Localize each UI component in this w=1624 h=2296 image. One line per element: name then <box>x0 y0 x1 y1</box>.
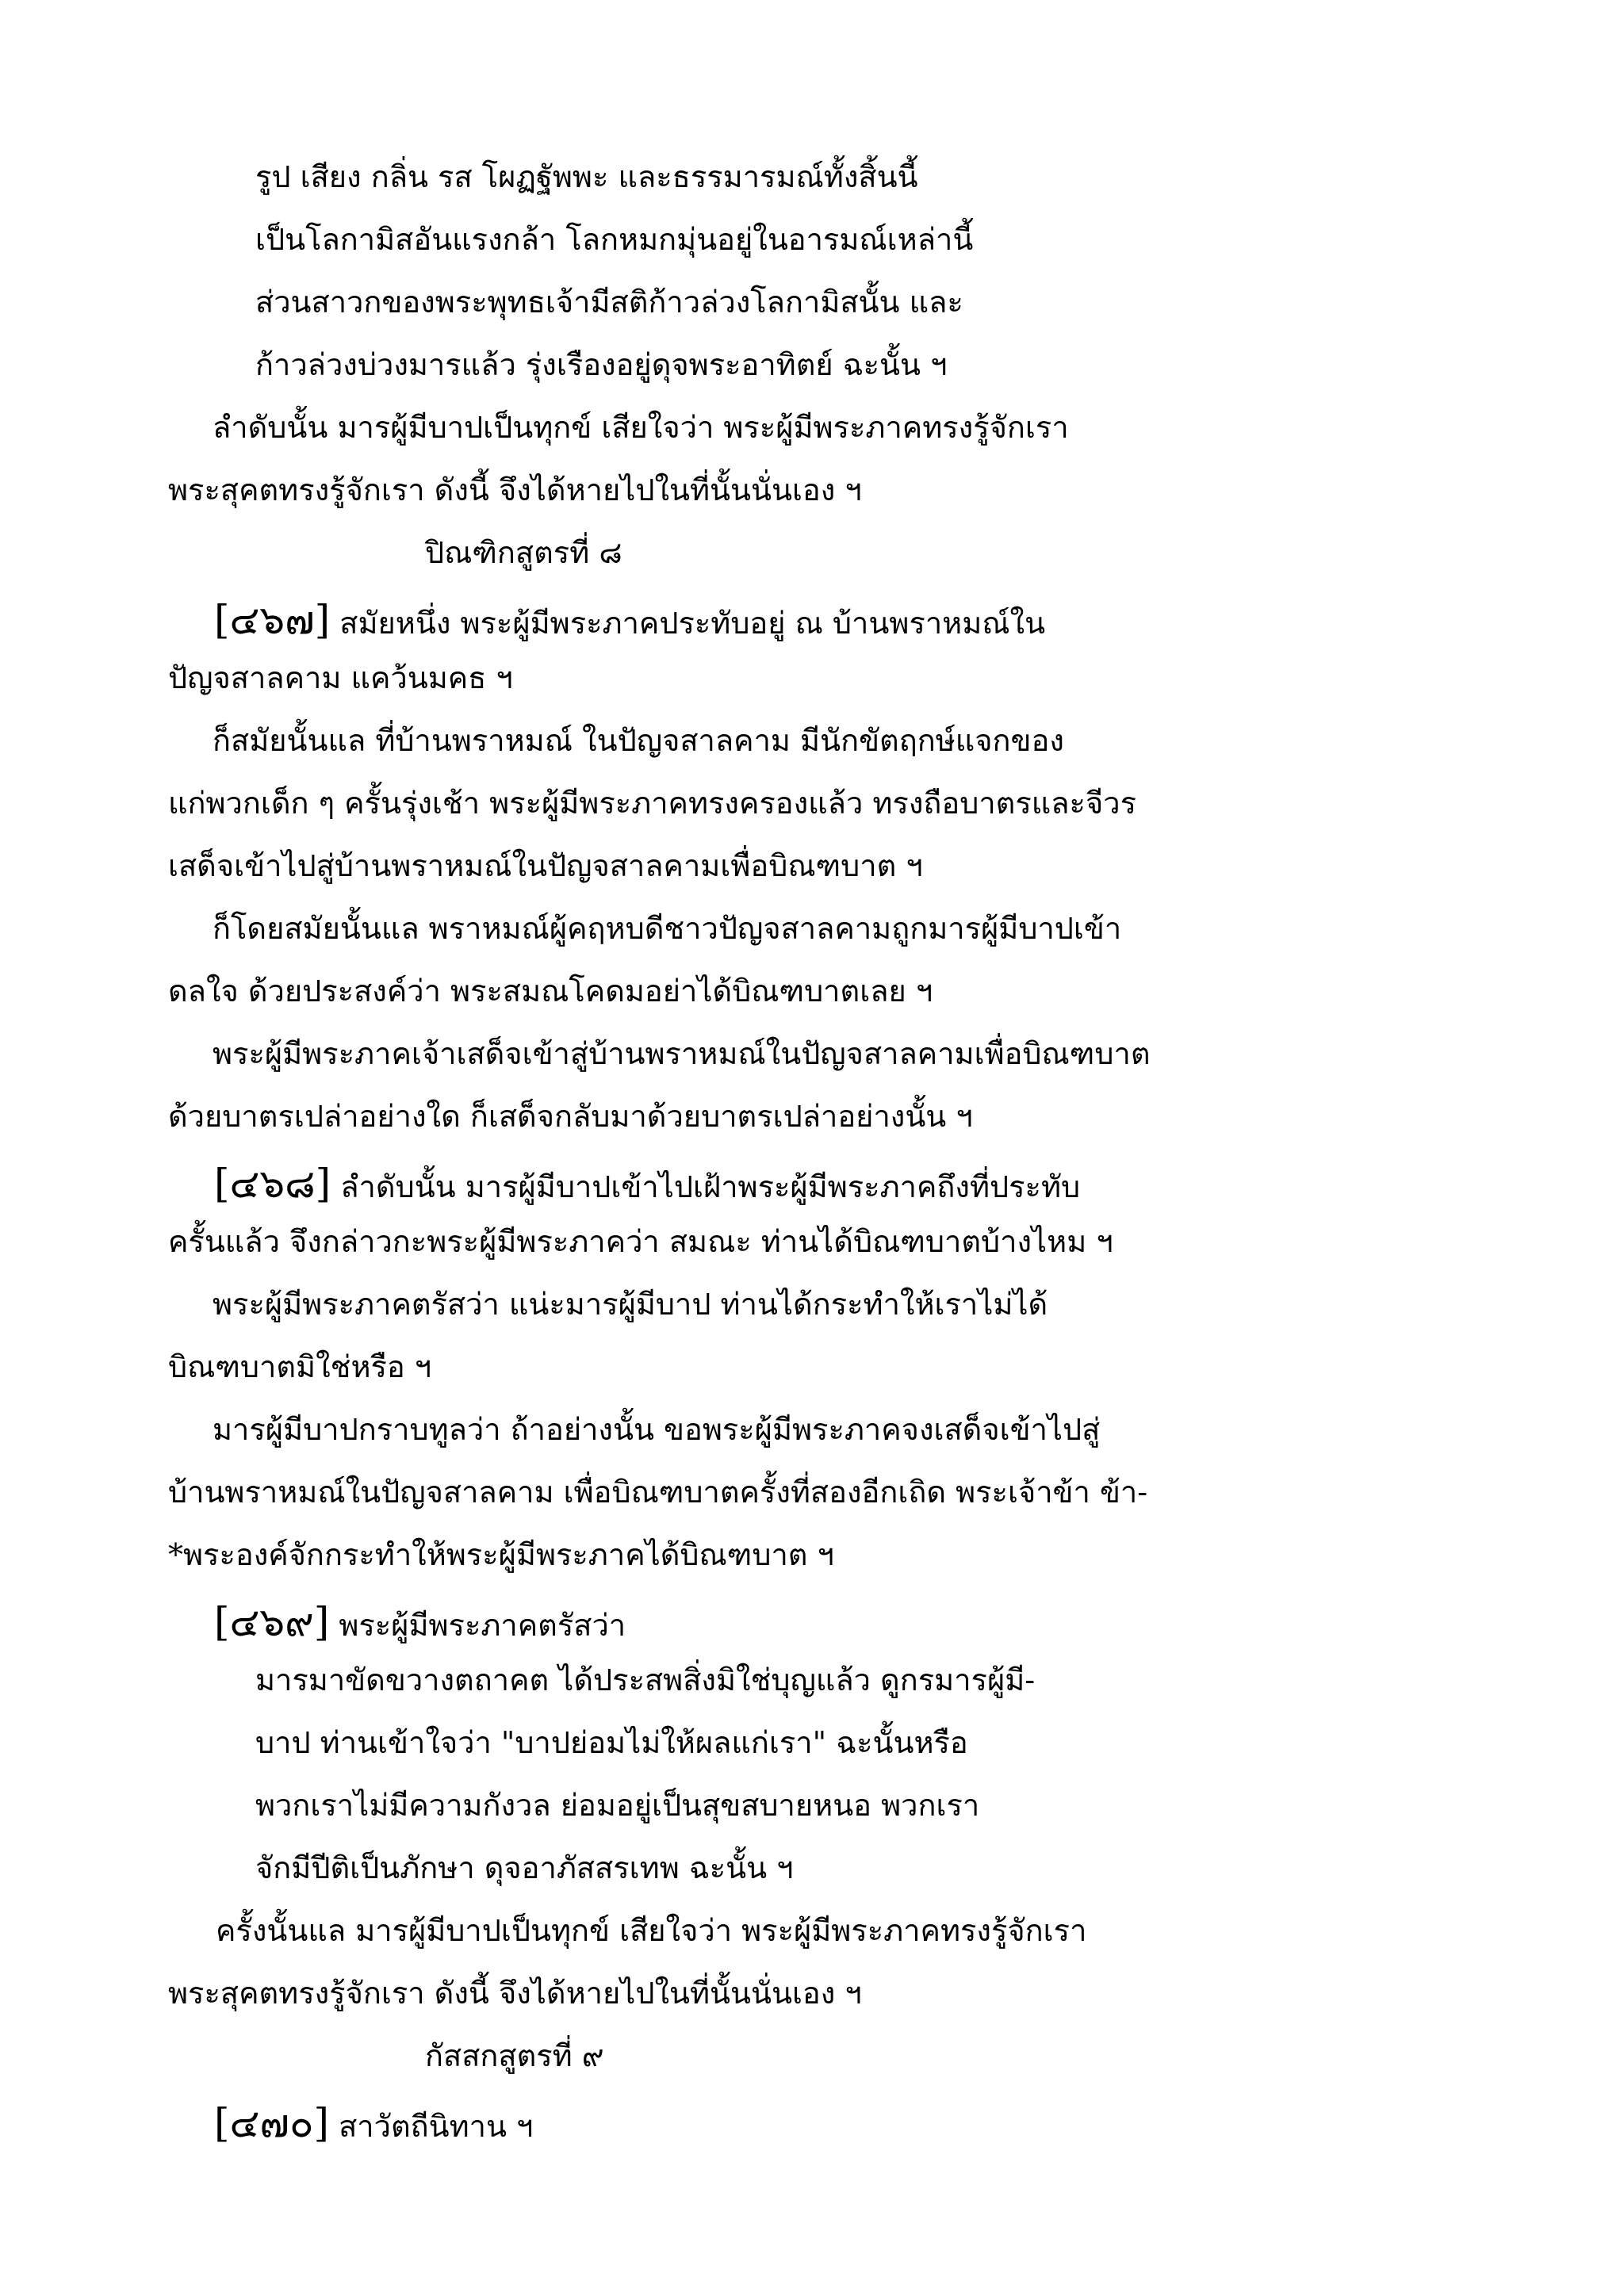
paragraph-line: ปัญจสาลคาม แคว้นมคธ ฯ <box>168 660 513 695</box>
verse-line: ส่วนสาวกของพระพุทธเจ้ามีสติก้าวล่วงโลกามิสนั้น และ <box>255 285 963 320</box>
paragraph-line <box>214 1599 626 1645</box>
verse-number: [๔๗๐] <box>214 2100 329 2146</box>
paragraph-text: สาวัตถีนิทาน ฯ <box>339 2109 534 2144</box>
paragraph-line: บ้านพราหมณ์ในปัญจสาลคาม เพื่อบิณฑบาตครั้งที่สองอีกเถิด พระเจ้าข้า ข้า- <box>168 1475 1148 1510</box>
paragraph-line <box>214 597 1046 643</box>
paragraph-line: มารผู้มีบาปกราบทูลว่า ถ้าอย่างนั้น ขอพระผู้มีพระภาคจงเสด็จเข้าไปสู่ <box>213 1412 1101 1447</box>
paragraph-line: บิณฑบาตมิใช่หรือ ฯ <box>168 1349 432 1384</box>
paragraph-line: พระผู้มีพระภาคตรัสว่า แน่ะมารผู้มีบาป ท่านได้กระทำให้เราไม่ได้ <box>213 1287 1048 1322</box>
paragraph-line: พระผู้มีพระภาคเจ้าเสด็จเข้าสู่บ้านพราหมณ์ในปัญจสาลคามเพื่อบิณฑบาต <box>213 1036 1151 1071</box>
paragraph-text: พระผู้มีพระภาคตรัสว่า <box>339 1608 626 1643</box>
paragraph-line: ด้วยบาตรเปล่าอย่างใด ก็เสด็จกลับมาด้วยบาตรเปล่าอย่างนั้น ฯ <box>168 1099 973 1134</box>
verse-line: รูป เสียง กลิ่น รส โผฏฐัพพะ และธรรมารมณ์ทั้งสิ้นนี้ <box>255 159 918 194</box>
section-heading: ปิณฑิกสูตรที่ ๘ <box>425 535 622 570</box>
verse-line: มารมาขัดขวางตถาคต ได้ประสพสิ่งมิใช่บุญแล้ว ดูกรมารผู้มี- <box>255 1663 1036 1697</box>
paragraph-line: ก็สมัยนั้นแล ที่บ้านพราหมณ์ ในปัญจสาลคาม มีนักขัตฤกษ์แจกของ <box>213 723 1064 758</box>
paragraph-line: ครั้งนั้นแล มารผู้มีบาปเป็นทุกข์ เสียใจว่า พระผู้มีพระภาคทรงรู้จักเรา <box>216 1913 1087 1948</box>
verse-number: [๔๖๙] <box>214 1599 330 1645</box>
verse-line: พวกเราไม่มีความกังวล ย่อมอยู่เป็นสุขสบายหนอ พวกเรา <box>255 1788 980 1823</box>
paragraph-line <box>214 2100 534 2146</box>
paragraph-line: ก็โดยสมัยนั้นแล พราหมณ์ผู้คฤหบดีชาวปัญจสาลคามถูกมารผู้มีบาปเข้า <box>213 911 1122 946</box>
section-heading: กัสสกสูตรที่ ๙ <box>425 2038 604 2073</box>
verse-number: [๔๖๘] <box>214 1161 331 1207</box>
verse-line: ก้าวล่วงบ่วงมารแล้ว รุ่งเรืองอยู่ดุจพระอาทิตย์ ฉะนั้น ฯ <box>255 347 948 382</box>
paragraph-line: *พระองค์จักกระทำให้พระผู้มีพระภาคได้บิณฑบาต ฯ <box>168 1537 834 1572</box>
paragraph-text: ลำดับนั้น มารผู้มีบาปเข้าไปเฝ้าพระผู้มีพระภาคถึงที่ประทับ <box>340 1169 1081 1204</box>
paragraph-line: พระสุคตทรงรู้จักเรา ดังนี้ จึงได้หายไปในที่นั้นนั่นเอง ฯ <box>168 1976 862 2011</box>
verse-number: [๔๖๗] <box>214 597 331 643</box>
paragraph-line: ดลใจ ด้วยประสงค์ว่า พระสมณโคดมอย่าได้บิณฑบาตเลย ฯ <box>168 974 933 1008</box>
paragraph-line: ครั้นแล้ว จึงกล่าวกะพระผู้มีพระภาคว่า สมณะ ท่านได้บิณฑบาตบ้างไหม ฯ <box>168 1224 1113 1259</box>
paragraph-line: เสด็จเข้าไปสู่บ้านพราหมณ์ในปัญจสาลคามเพื่อบิณฑบาต ฯ <box>168 848 923 883</box>
paragraph-line: พระสุคตทรงรู้จักเรา ดังนี้ จึงได้หายไปในที่นั้นนั่นเอง ฯ <box>168 473 862 507</box>
paragraph-line: ลำดับนั้น มารผู้มีบาปเป็นทุกข์ เสียใจว่า พระผู้มีพระภาคทรงรู้จักเรา <box>213 410 1069 445</box>
verse-line: เป็นโลกามิสอันแรงกล้า โลกหมกมุ่นอยู่ในอารมณ์เหล่านี้ <box>255 222 974 257</box>
verse-line: บาป ท่านเข้าใจว่า "บาปย่อมไม่ให้ผลแก่เรา" ฉะนั้นหรือ <box>255 1725 968 1760</box>
paragraph-line: แก่พวกเด็ก ๆ ครั้นรุ่งเช้า พระผู้มีพระภาคทรงครองแล้ว ทรงถือบาตรและจีวร <box>168 786 1136 821</box>
verse-line: จักมีปีติเป็นภักษา ดุจอาภัสสรเทพ ฉะนั้น ฯ <box>255 1850 794 1885</box>
paragraph-text: สมัยหนึ่ง พระผู้มีพระภาคประทับอยู่ ณ บ้านพราหมณ์ใน <box>339 606 1046 641</box>
paragraph-line <box>214 1161 1081 1207</box>
